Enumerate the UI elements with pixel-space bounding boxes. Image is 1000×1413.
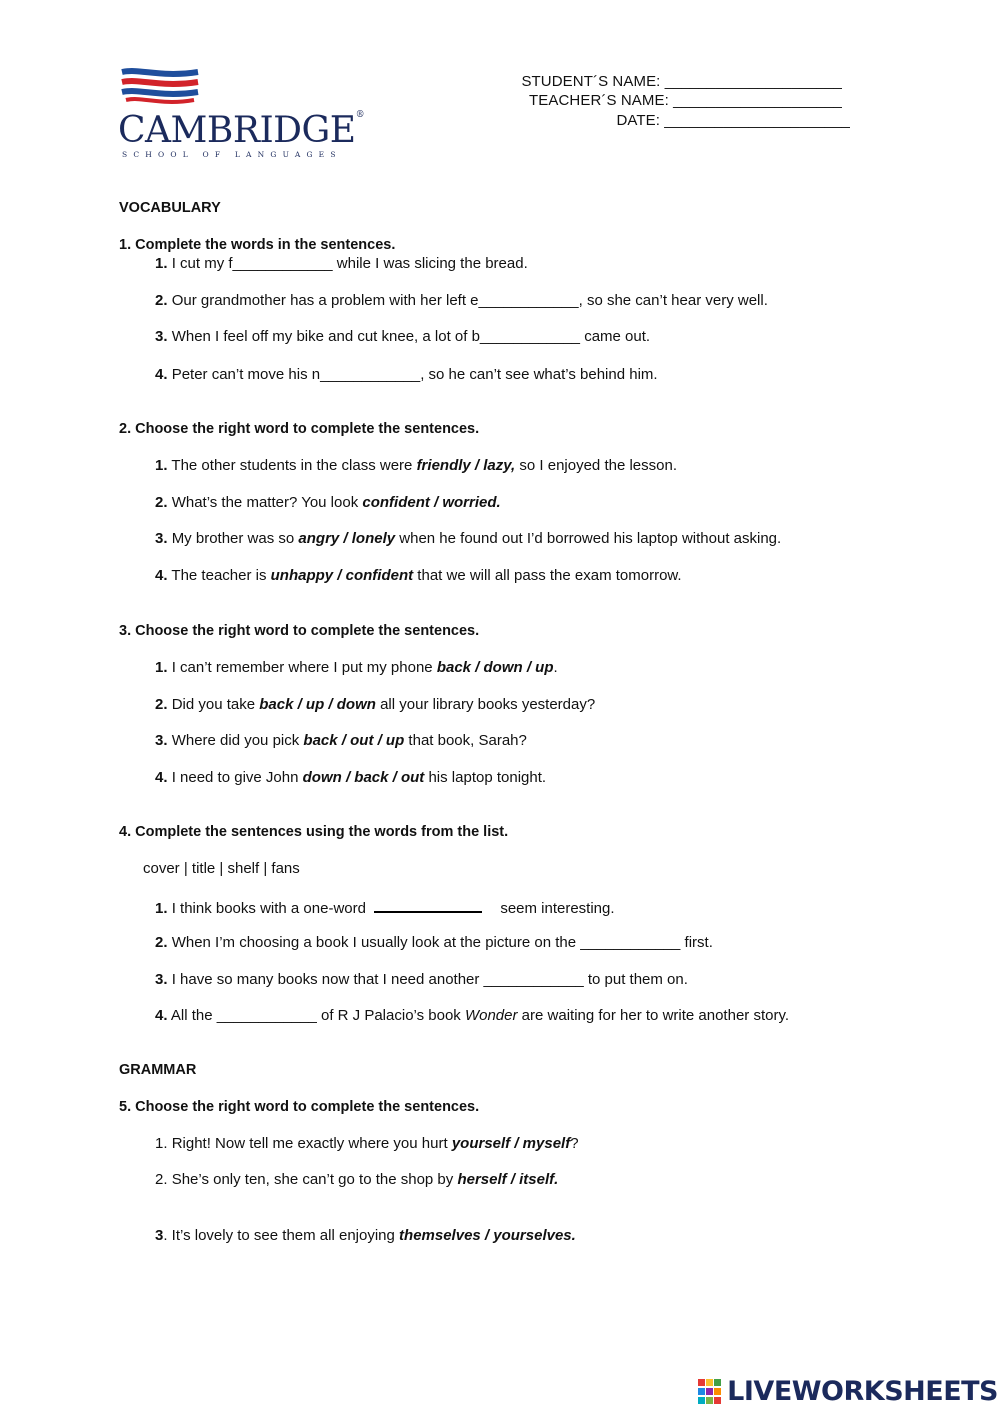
item-text: When I feel off my bike and cut knee, a lot of b____________ came out. <box>171 328 651 345</box>
exercise-1-item-4[interactable] <box>155 366 658 383</box>
item-post: . <box>553 659 558 676</box>
item-number: 1. <box>155 900 168 917</box>
flag-icon <box>120 68 200 110</box>
item-options[interactable]: unhappy / confident <box>270 567 414 584</box>
item-pre: Right! Now tell me exactly where you hurt <box>171 1135 452 1152</box>
liveworksheets-icon <box>697 1377 723 1407</box>
logo-text: CAMBRIDGE <box>118 110 356 151</box>
item-options[interactable]: down / back / out <box>302 769 425 786</box>
item-number: 2. <box>155 934 168 951</box>
exercise-4-item-1[interactable] <box>155 898 615 917</box>
item-pre: My brother was so <box>171 530 299 547</box>
item-options[interactable]: yourself / myself <box>451 1135 571 1152</box>
item-number: 4. <box>155 769 168 786</box>
exercise-2-heading: 2. Choose the right word to complete the sentences. <box>119 421 480 437</box>
exercise-3-item-1[interactable] <box>155 659 558 676</box>
item-pre: The teacher is <box>171 567 271 584</box>
logo-registered-mark: ® <box>355 110 365 120</box>
item-number: 3 <box>155 1227 164 1244</box>
item-number: 2. <box>155 696 168 713</box>
exercise-4-item-3[interactable] <box>155 971 688 988</box>
item-number: 3. <box>155 328 168 345</box>
exercise-5-heading: 5. Choose the right word to complete the sentences. <box>119 1099 480 1115</box>
teacher-name-field[interactable]: TEACHER´S NAME: ____________________ <box>529 92 842 109</box>
item-text: Peter can’t move his n____________, so he can’t see what’s behind him. <box>171 366 658 383</box>
exercise-5-item-1[interactable] <box>155 1135 579 1152</box>
item-options[interactable]: confident / worried. <box>362 494 501 511</box>
item-text: I cut my f____________ while I was slicing the bread. <box>171 255 528 272</box>
item-number: 3. <box>155 971 168 988</box>
item-post: that we will all pass the exam tomorrow. <box>413 567 682 584</box>
exercise-1-heading: 1. Complete the words in the sentences. <box>119 237 396 253</box>
item-number: 1. <box>155 457 168 474</box>
exercise-3-item-4[interactable] <box>155 769 546 786</box>
exercise-4-item-4[interactable] <box>155 1007 789 1024</box>
item-pre: . It’s lovely to see them all enjoying <box>163 1227 400 1244</box>
item-options[interactable]: angry / lonely <box>298 530 396 547</box>
item-pre: Did you take <box>171 696 260 713</box>
item-post: so I enjoyed the lesson. <box>515 457 677 474</box>
item-pre: All the ____________ of R J Palacio’s book <box>170 1007 465 1024</box>
section-title-grammar: GRAMMAR <box>119 1062 197 1078</box>
item-text: I have so many books now that I need another ____________ to put them on. <box>171 971 688 988</box>
item-number: 2. <box>155 292 168 309</box>
item-number: 3. <box>155 530 168 547</box>
item-number: 4. <box>155 567 168 584</box>
exercise-2-item-1[interactable] <box>155 457 677 474</box>
item-post: are waiting for her to write another story. <box>517 1007 790 1024</box>
liveworksheets-logo <box>697 1376 998 1410</box>
exercise-5-item-2[interactable] <box>155 1171 558 1188</box>
item-options[interactable]: back / up / down <box>259 696 376 713</box>
item-post: seem interesting. <box>500 900 615 917</box>
item-number: 1. <box>155 1135 168 1152</box>
item-post: his laptop tonight. <box>424 769 547 786</box>
item-pre: I can’t remember where I put my phone <box>171 659 437 676</box>
logo-wordmark <box>118 110 364 151</box>
item-options[interactable]: back / out / up <box>303 732 405 749</box>
exercise-5-item-3[interactable] <box>155 1227 576 1244</box>
exercise-2-item-2[interactable] <box>155 494 501 511</box>
exercise-1-item-3[interactable] <box>155 328 650 345</box>
item-pre: Where did you pick <box>171 732 304 749</box>
liveworksheets-wordmark: LIVEWORKSHEETS <box>727 1376 999 1407</box>
section-title-vocabulary: VOCABULARY <box>119 200 221 216</box>
item-pre: I need to give John <box>171 769 303 786</box>
exercise-1-item-2[interactable] <box>155 292 768 309</box>
student-name-field[interactable]: STUDENT´S NAME: _____________________ <box>521 73 842 90</box>
exercise-4-item-2[interactable] <box>155 934 713 951</box>
exercise-3-item-3[interactable] <box>155 732 527 749</box>
exercise-3-item-2[interactable] <box>155 696 595 713</box>
item-options[interactable]: herself / itself. <box>457 1171 559 1188</box>
word-list: cover | title | shelf | fans <box>143 860 300 877</box>
book-title: Wonder <box>464 1007 518 1024</box>
item-number: 2. <box>155 494 168 511</box>
item-number: 4. <box>155 1007 168 1024</box>
item-pre: She’s only ten, she can’t go to the shop by <box>171 1171 458 1188</box>
item-post: all your library books yesterday? <box>375 696 596 713</box>
item-pre: What’s the matter? You look <box>171 494 363 511</box>
item-number: 1. <box>155 659 168 676</box>
item-number: 1. <box>155 255 168 272</box>
item-post: that book, Sarah? <box>404 732 527 749</box>
item-post: when he found out I’d borrowed his laptop without asking. <box>395 530 782 547</box>
item-number: 2. <box>155 1171 168 1188</box>
item-post: ? <box>570 1135 579 1152</box>
logo-subtext: SCHOOL OF LANGUAGES <box>122 150 342 159</box>
item-pre: The other students in the class were <box>171 457 417 474</box>
exercise-3-heading: 3. Choose the right word to complete the sentences. <box>119 623 480 639</box>
exercise-4-heading: 4. Complete the sentences using the words from the list. <box>119 824 509 840</box>
exercise-1-item-1[interactable] <box>155 255 528 272</box>
item-text: When I’m choosing a book I usually look at the picture on the ____________ first. <box>171 934 713 951</box>
exercise-2-item-3[interactable] <box>155 530 781 547</box>
cambridge-logo <box>118 68 363 160</box>
item-text: Our grandmother has a problem with her left e____________, so she can’t hear very well. <box>171 292 768 309</box>
date-field[interactable]: DATE: ______________________ <box>616 112 850 129</box>
item-number: 4. <box>155 366 168 383</box>
item-pre: I think books with a one-word <box>171 900 366 917</box>
answer-blank[interactable] <box>374 898 482 913</box>
item-options[interactable]: back / down / up <box>436 659 554 676</box>
exercise-2-item-4[interactable] <box>155 567 682 584</box>
item-options[interactable]: friendly / lazy, <box>416 457 516 474</box>
item-options[interactable]: themselves / yourselves. <box>399 1227 576 1244</box>
item-number: 3. <box>155 732 168 749</box>
